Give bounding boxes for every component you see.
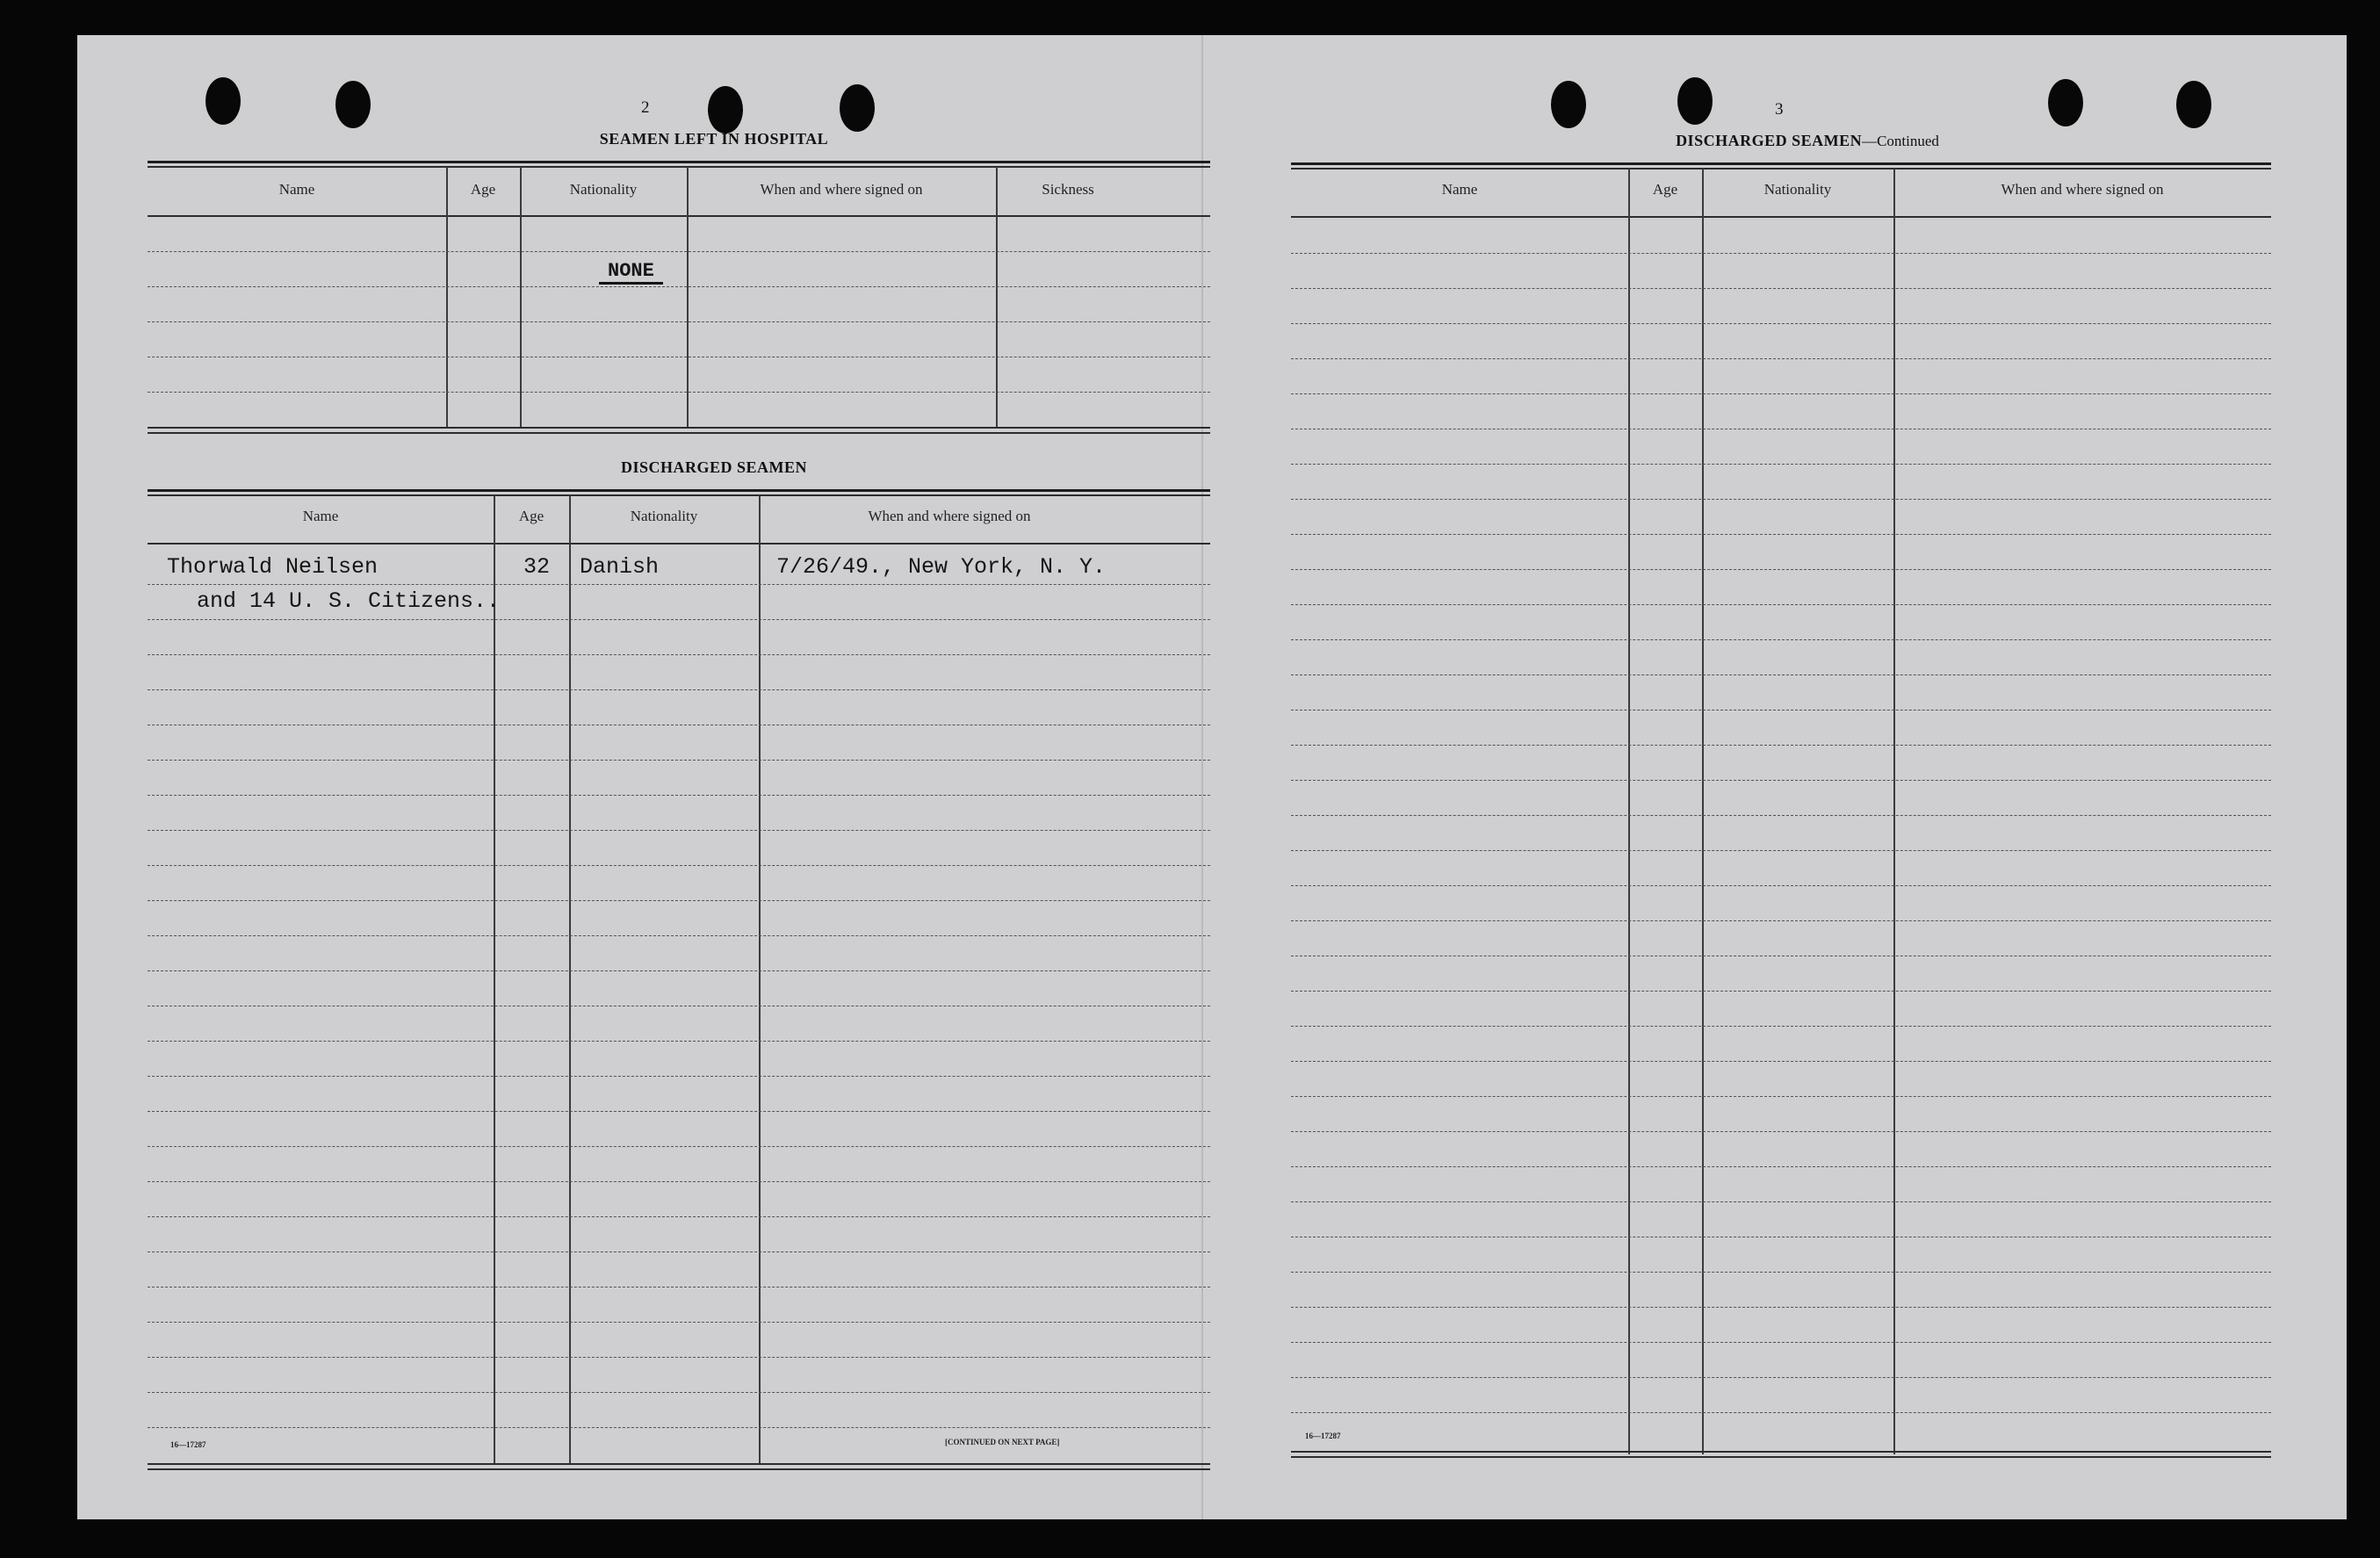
- row-line: [1291, 1342, 2271, 1343]
- row-line: [1291, 393, 2271, 394]
- row-line: [148, 1146, 1210, 1147]
- row-line: [1291, 745, 2271, 746]
- row-line: [1291, 1026, 2271, 1027]
- header-rule: [148, 215, 1210, 217]
- seaman-name: Thorwald Neilsen: [167, 554, 379, 580]
- table-top-rule: [148, 161, 1210, 163]
- row-line: [148, 251, 1210, 252]
- row-line: [1291, 850, 2271, 851]
- row-line: [1291, 674, 2271, 675]
- seaman-signed-on: 7/26/49., New York, N. Y.: [776, 554, 1107, 580]
- row-line: [1291, 569, 2271, 570]
- column-divider: [687, 167, 689, 427]
- table-top-rule: [148, 494, 1210, 496]
- ledger-sheet: [77, 35, 2347, 1519]
- row-line: [148, 760, 1210, 761]
- punch-hole: [1677, 77, 1713, 125]
- row-line: [148, 1251, 1210, 1252]
- row-line: [148, 900, 1210, 901]
- column-header-name: Name: [278, 181, 315, 198]
- row-line: [1291, 991, 2271, 992]
- row-line: [1291, 920, 2271, 921]
- punch-hole: [1551, 81, 1586, 128]
- row-line: [1291, 358, 2271, 359]
- row-line: [148, 1111, 1210, 1112]
- row-line: [1291, 780, 2271, 781]
- header-rule: [148, 543, 1210, 545]
- column-divider: [1893, 169, 1895, 1454]
- row-line: [1291, 1061, 2271, 1062]
- row-line: [148, 970, 1210, 971]
- table-bottom-rule: [148, 1463, 1210, 1465]
- row-line: [148, 584, 1210, 585]
- row-line: [148, 830, 1210, 831]
- row-line: [148, 1287, 1210, 1288]
- row-line: [1291, 604, 2271, 605]
- row-line: [1291, 1096, 2271, 1097]
- column-divider: [494, 495, 495, 1463]
- section-rule: [148, 427, 1210, 429]
- column-header-nationality: Nationality: [569, 181, 638, 198]
- column-divider: [1702, 169, 1704, 1454]
- row-line: [1291, 1272, 2271, 1273]
- table-top-rule: [148, 489, 1210, 492]
- row-line: [148, 1041, 1210, 1042]
- column-divider: [996, 167, 998, 427]
- table-top-rule: [1291, 168, 2271, 170]
- page-number: 3: [1775, 100, 1784, 119]
- row-line: [148, 1392, 1210, 1393]
- seaman-name: and 14 U. S. Citizens..: [197, 588, 501, 614]
- section-rule: [148, 432, 1210, 434]
- hospital-entry-none: NONE: [599, 260, 663, 285]
- table-top-rule: [148, 166, 1210, 168]
- row-line: [1291, 1166, 2271, 1167]
- table-bottom-rule: [1291, 1456, 2271, 1458]
- punch-hole: [335, 81, 371, 128]
- column-header-signed-on: When and where signed on: [760, 181, 923, 198]
- row-line: [148, 286, 1210, 287]
- column-divider: [520, 167, 522, 427]
- seaman-nationality: Danish: [580, 554, 660, 580]
- row-line: [1291, 1131, 2271, 1132]
- row-line: [148, 1216, 1210, 1217]
- column-header-nationality: Nationality: [1763, 181, 1832, 198]
- punch-hole: [2176, 81, 2211, 128]
- discharged-section-title: DISCHARGED SEAMEN: [620, 458, 808, 476]
- column-divider: [1628, 169, 1630, 1454]
- row-line: [148, 1322, 1210, 1323]
- seaman-age: 32: [523, 554, 551, 580]
- row-line: [1291, 1377, 2271, 1378]
- page-fold: [1201, 35, 1203, 1519]
- form-number: 16—17287: [1305, 1432, 1341, 1440]
- section-title-text: DISCHARGED SEAMEN: [1676, 132, 1863, 149]
- row-line: [1291, 815, 2271, 816]
- row-line: [1291, 253, 2271, 254]
- table-bottom-rule: [1291, 1451, 2271, 1453]
- row-line: [1291, 288, 2271, 289]
- column-divider: [569, 495, 571, 1463]
- column-header-name: Name: [302, 508, 339, 524]
- row-line: [1291, 1201, 2271, 1202]
- column-header-nationality: Nationality: [630, 508, 698, 524]
- row-line: [148, 1357, 1210, 1358]
- row-line: [148, 1427, 1210, 1428]
- punch-hole: [2048, 79, 2083, 126]
- row-line: [1291, 323, 2271, 324]
- column-header-age: Age: [1652, 181, 1678, 198]
- punch-hole: [840, 84, 875, 132]
- row-line: [1291, 1412, 2271, 1413]
- row-line: [1291, 464, 2271, 465]
- row-line: [148, 619, 1210, 620]
- continued-note: [CONTINUED ON NEXT PAGE]: [945, 1438, 1060, 1446]
- table-top-rule: [1291, 162, 2271, 165]
- row-line: [1291, 499, 2271, 500]
- punch-hole: [708, 86, 743, 133]
- table-bottom-rule: [148, 1468, 1210, 1470]
- row-line: [1291, 639, 2271, 640]
- section-title-suffix: —Continued: [1862, 133, 1939, 149]
- row-line: [148, 1181, 1210, 1182]
- row-line: [148, 392, 1210, 393]
- column-divider: [759, 495, 761, 1463]
- column-header-name: Name: [1441, 181, 1478, 198]
- column-header-age: Age: [518, 508, 545, 524]
- punch-hole: [206, 77, 241, 125]
- row-line: [148, 321, 1210, 322]
- column-header-signed-on: When and where signed on: [868, 508, 1031, 524]
- row-line: [148, 654, 1210, 655]
- column-header-signed-on: When and where signed on: [2001, 181, 2164, 198]
- column-divider: [446, 167, 448, 427]
- row-line: [148, 935, 1210, 936]
- column-header-sickness: Sickness: [1042, 181, 1094, 198]
- column-header-age: Age: [470, 181, 496, 198]
- row-line: [1291, 534, 2271, 535]
- page-number: 2: [641, 98, 650, 117]
- row-line: [1291, 885, 2271, 886]
- row-line: [148, 865, 1210, 866]
- row-line: [1291, 1307, 2271, 1308]
- row-line: [148, 795, 1210, 796]
- hospital-section-title: SEAMEN LEFT IN HOSPITAL: [599, 130, 829, 148]
- row-line: [148, 1076, 1210, 1077]
- form-number: 16—17287: [170, 1440, 206, 1449]
- header-rule: [1291, 216, 2271, 218]
- row-line: [148, 689, 1210, 690]
- right-section-title: [1588, 132, 2027, 150]
